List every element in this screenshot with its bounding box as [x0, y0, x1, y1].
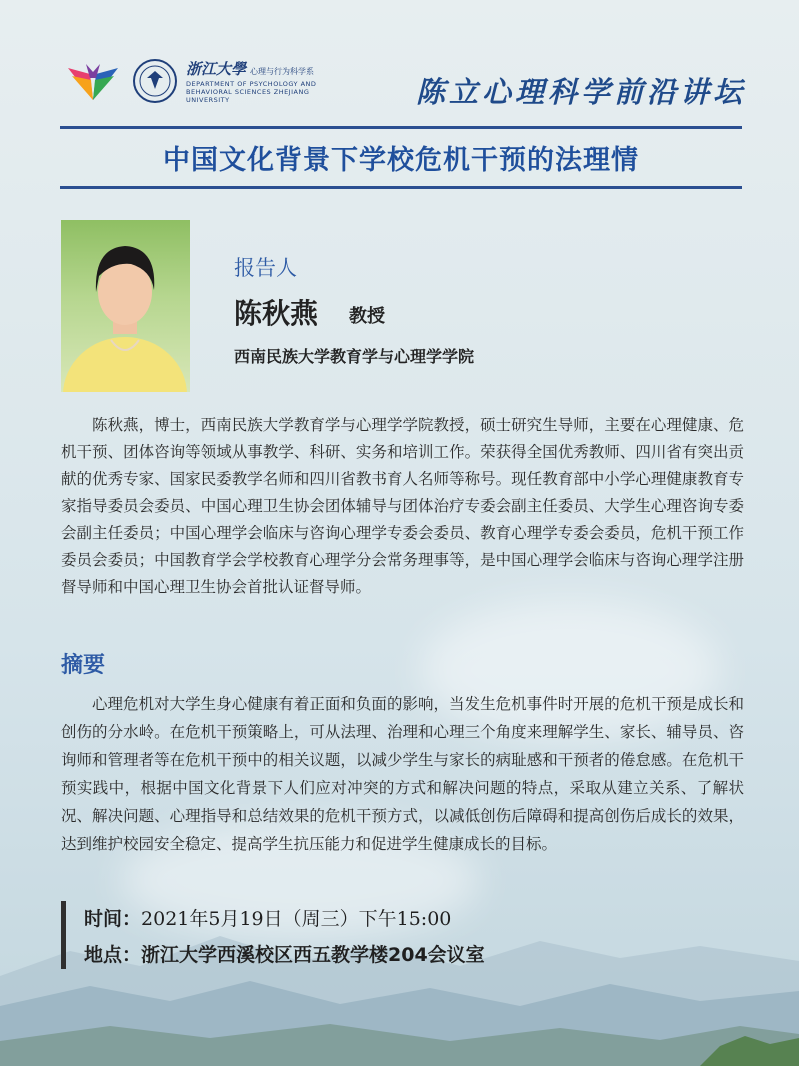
department-name-en: DEPARTMENT OF PSYCHOLOGY AND BEHAVIORAL SCIENCES ZHEJIANG UNIVERSITY [186, 80, 317, 104]
speaker-organization: 西南民族大学教育学与心理学学院 [234, 347, 475, 366]
department-name-cn: 心理与行为科学系 [250, 67, 315, 76]
time-value: 2021年5月19日（周三）下午15:00 [141, 908, 452, 930]
info-accent-bar [61, 901, 66, 969]
place-value: 浙江大学西溪校区西五教学楼204会议室 [141, 944, 485, 966]
speaker-name: 陈秋燕 [234, 297, 319, 330]
time-line [84, 904, 451, 931]
speaker-photo [61, 220, 190, 392]
department-logo-icon [66, 60, 120, 104]
place-line [84, 940, 485, 967]
speaker-label: 报告人 [234, 256, 297, 280]
speaker-position: 教授 [349, 306, 385, 327]
place-label: 地点： [84, 944, 142, 966]
university-name-text: 浙江大學 [186, 60, 247, 78]
title-rule-top [60, 126, 742, 129]
header [66, 56, 746, 116]
speaker-bio: 陈秋燕，博士，西南民族大学教育学与心理学学院教授，硕士研究生导师，主要在心理健康、危机干预、团体咨询等领域从事教学、科研、实务和培训工作。荣获得全国优秀教师、四川省有突出贡献的优秀专家、国家民委教学名师和四川省教书育人名师等称号。现任教育部中小学心理健康教育专家指导委员会委员、中国心理卫生协会团体辅导与团体治疗专委会副主任委员、大学生心理咨询专委会副主任委员；中国心理学会临床与咨询心理学专委会委员、教育心理学专委会委员，危机干预工作委员会委员；中国教育学会学校教育心理学分会常务理事等，是中国心理学会临床与咨询心理学注册督导师和中国心理卫生协会首批认证督导师。 [61, 416, 744, 596]
lecture-title: 中国文化背景下学校危机干预的法理情 [163, 145, 639, 176]
title-rule-bottom [60, 186, 742, 189]
forum-name: 陈立心理科学前沿讲坛 [415, 75, 746, 109]
abstract-heading: 摘要 [61, 653, 106, 678]
zju-seal-icon [132, 58, 178, 104]
time-label: 时间： [84, 908, 142, 930]
abstract-text: 心理危机对大学生身心健康有着正面和负面的影响，当发生危机事件时开展的危机干预是成长和创伤的分水岭。在危机干预策略上，可从法理、治理和心理三个角度来理解学生、家长、辅导员、咨询师和管理者等在危机干预中的相关议题，以减少学生与家长的病耻感和干预者的倦怠感。在危机干预实践中，根据中国文化背景下人们应对冲突的方式和解决问题的特点，采取从建立关系、了解状况、解决问题、心理指导和总结效果的危机干预方式，以减低创伤后障碍和提高创伤后成长的效果，达到维护校园安全稳定、提高学生抗压能力和促进学生健康成长的目标。 [61, 695, 744, 853]
university-name [186, 58, 314, 79]
